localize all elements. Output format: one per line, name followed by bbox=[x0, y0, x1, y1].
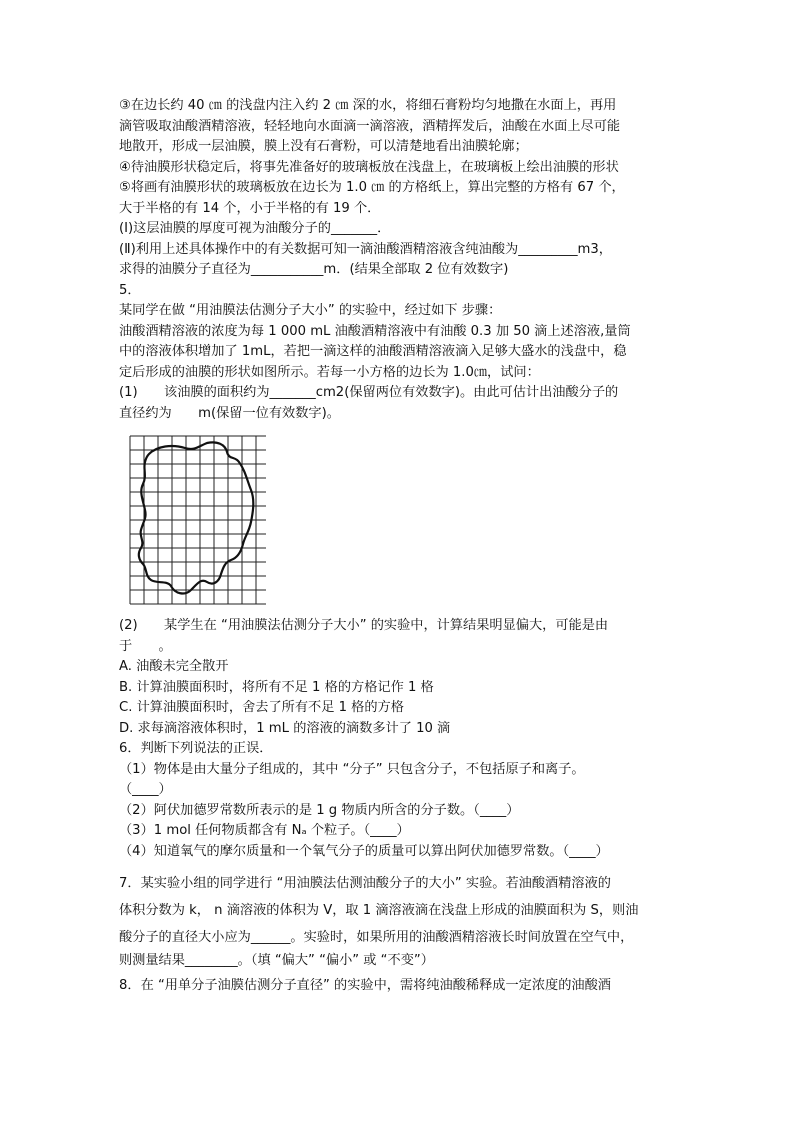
q6-statement1-line2: （____） bbox=[119, 782, 172, 797]
q5-option-a: A. 油酸未完全散开 bbox=[119, 659, 229, 674]
q4-step5-line1: ⑤将画有油膜形状的玻璃板放在边长为 1.0 ㎝ 的方格纸上，算出完整的方格有 67 个， bbox=[119, 180, 625, 195]
q5-number: 5． bbox=[119, 282, 141, 298]
q4-step5-line2: 大于半格的有 14 个，小于半格的有 19 个． bbox=[119, 200, 381, 216]
q7-line3: 酸分子的直径大小应为______。实验时，如果所用的油酸酒精溶液长时间放置在空气中， bbox=[119, 930, 634, 945]
q5-intro-line1: 某同学在做 “用油膜法估测分子大小” 的实验中，经过如下 步骤： bbox=[119, 303, 502, 318]
q7-line2: 体积分数为 k， n 滴溶液的体积为 V，取 1 滴溶液滴在浅盘上形成的油膜面积为 S，则油 bbox=[119, 903, 639, 918]
q7-line1: 7．某实验小组的同学进行 “用油膜法估测油酸分子的大小” 实验。若油酸酒精溶液的 bbox=[119, 876, 611, 891]
q5-option-b: B. 计算油膜面积时，将所有不足 1 格的方格记作 1 格 bbox=[119, 679, 434, 695]
worksheet-page bbox=[119, 96, 679, 999]
q6-statement1-line1: （1）物体是由大量分子组成的，其中 “分子” 只包含分子，不包括原子和离子。 bbox=[119, 761, 585, 777]
q6-statement2: （2）阿伏加德罗常数所表示的是 1 g 物质内所含的分子数。（____） bbox=[119, 802, 520, 818]
q5-option-d: D. 求每滴溶液体积时，1 mL 的溶液的滴数多计了 10 滴 bbox=[119, 720, 451, 736]
q4-part2-line1: (Ⅱ)利用上述具体操作中的有关数据可知一滴油酸酒精溶液含纯油酸为_________m3， bbox=[119, 241, 612, 257]
q4-part2-line2: 求得的油膜分子直径为___________m．(结果全部取 2 位有效数字) bbox=[119, 262, 509, 277]
oil-film-grid-figure bbox=[127, 434, 267, 610]
q4-step3-line1: ③在边长约 40 ㎝ 的浅盘内注入约 2 ㎝ 深的水，将细石膏粉均匀地撒在水面上，再用 bbox=[119, 98, 617, 113]
q5-intro-line3: 中的溶液体积增加了 1mL，若把一滴这样的油酸酒精溶液滴入足够大盛水的浅盘中，稳 bbox=[119, 344, 627, 359]
q5-intro-line2: 油酸酒精溶液的浓度为每 1 000 mL 油酸酒精溶液中有油酸 0.3 加 50 滴上述溶液,量筒 bbox=[119, 323, 631, 339]
q7-line4: 则测量结果________。（填 “偏大” “偏小” 或 “不变”） bbox=[119, 953, 434, 968]
q5-sub2-line1: (2) 某学生在 “用油膜法估测分子大小” 的实验中，计算结果明显偏大，可能是由 bbox=[119, 618, 609, 633]
q6-statement4: （4）知道氧气的摩尔质量和一个氧气分子的质量可以算出阿伏加德罗常数。（____） bbox=[119, 843, 609, 859]
q6-statement3: （3）1 mol 任何物质都含有 Nₐ 个粒子。（____） bbox=[119, 823, 410, 838]
oil-film-grid-svg bbox=[127, 434, 267, 610]
q5-sub1-line2: 直径约为 m(保留一位有效数字)。 bbox=[119, 405, 340, 421]
q4-step3-line2: 滴管吸取油酸酒精溶液，轻轻地向水面滴一滴溶液，酒精挥发后，油酸在水面上尽可能 bbox=[119, 118, 621, 134]
q6-title: 6．判断下列说法的正误． bbox=[119, 741, 273, 756]
oil-film-outline bbox=[139, 442, 253, 593]
q4-part1: (Ⅰ)这层油膜的厚度可视为油酸分子的_______． bbox=[119, 221, 391, 236]
q5-option-c: C. 计算油膜面积时，舍去了所有不足 1 格的方格 bbox=[119, 700, 404, 715]
q5-sub2-line2: 于 。 bbox=[119, 638, 172, 654]
q5-sub1-line1: (1) 该油膜的面积约为_______cm2(保留两位有效数字)。由此可估计出油酸分子的 bbox=[119, 385, 619, 400]
q8-line1: 8．在 “用单分子油膜估测分子直径” 的实验中，需将纯油酸稀释成一定浓度的油酸酒 bbox=[119, 977, 611, 993]
q4-step3-line3: 地散开，形成一层油膜，膜上没有石膏粉，可以清楚地看出油膜轮廓； bbox=[119, 139, 528, 154]
q5-intro-line4: 定后形成的油膜的形状如图所示。若每一小方格的边长为 1.0㎝，试问： bbox=[119, 364, 540, 380]
q4-step4: ④待油膜形状稳定后，将事先准备好的玻璃板放在浅盘上，在玻璃板上绘出油膜的形状 bbox=[119, 159, 619, 175]
